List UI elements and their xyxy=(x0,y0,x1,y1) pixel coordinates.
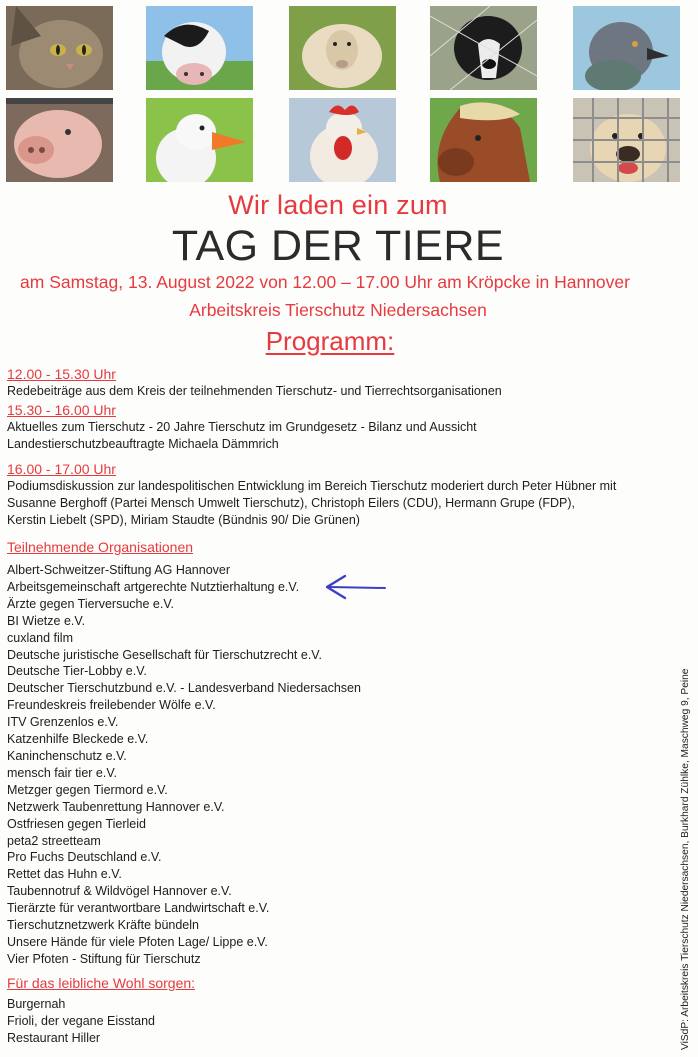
program-heading: Programm: xyxy=(265,326,395,356)
organisations-heading: Teilnehmende Organisationen xyxy=(7,539,194,555)
imprint-note: ViSdP: Arbeitskreis Tierschutz Niedersachsen, Burkhard Zühlke, Maschweg 9, Peine xyxy=(680,668,691,1050)
event-title: TAG DER TIERE xyxy=(171,222,505,270)
program-text: Aktuelles zum Tierschutz - 20 Jahre Tierschutz im Grundgesetz - Bilanz und Aussicht xyxy=(7,420,477,434)
photo-sheep xyxy=(289,6,396,90)
organisation-item: Pro Fuchs Deutschland e.V. xyxy=(7,850,162,865)
organisation-item: peta2 streetteam xyxy=(7,833,101,848)
organisation-item: Metzger gegen Tiermord e.V. xyxy=(7,782,168,797)
event-date-line: am Samstag, 13. August 2022 von 12.00 – 17.00 Uhr am Kröpcke in Hannover xyxy=(20,272,630,292)
photo-dog xyxy=(430,6,537,90)
program-slot-3 xyxy=(7,461,616,529)
organisations-section xyxy=(7,539,361,968)
program-text: Susanne Berghoff (Partei Mensch Umwelt Tierschutz), Christoph Eilers (CDU), Hermann Grupe (FDP), xyxy=(7,496,576,510)
photo-chicken xyxy=(289,98,396,182)
program-text: Podiumsdiskussion zur landespolitischen Entwicklung im Bereich Tierschutz moderiert durch Peter Hübner mit xyxy=(7,479,617,493)
organisation-item: Deutsche Tier-Lobby e.V. xyxy=(7,664,147,679)
program-time: 12.00 - 15.30 Uhr xyxy=(7,366,116,382)
organisation-item: Ostfriesen gegen Tierleid xyxy=(7,816,146,831)
organizer-line: Arbeitskreis Tierschutz Niedersachsen xyxy=(189,300,487,320)
organisation-item: Kaninchenschutz e.V. xyxy=(7,748,127,763)
organisation-item: Arbeitsgemeinschaft artgerechte Nutztierhaltung e.V. xyxy=(7,579,300,594)
handdrawn-arrow-icon xyxy=(323,572,387,600)
program-slot-1 xyxy=(7,366,502,400)
organisation-item: Taubennotruf & Wildvögel Hannover e.V. xyxy=(7,884,232,899)
photo-pigeon xyxy=(573,6,680,90)
invitation-line: Wir laden ein zum xyxy=(228,190,448,220)
organisation-item: Tierschutznetzwerk Kräfte bündeln xyxy=(7,918,199,933)
food-item: Burgernah xyxy=(7,997,66,1011)
organisation-item: Deutscher Tierschutzbund e.V. - Landesverband Niedersachsen xyxy=(7,681,361,696)
photo-cow xyxy=(146,6,253,90)
photo-cat xyxy=(6,6,113,90)
program-text: Redebeiträge aus dem Kreis der teilnehmenden Tierschutz- und Tierrechtsorganisationen xyxy=(7,384,502,398)
photo-goose xyxy=(146,98,253,182)
organisation-item: Unsere Hände für viele Pfoten Lage/ Lippe e.V. xyxy=(7,934,268,949)
organisation-item: cuxland film xyxy=(7,630,73,645)
food-heading: Für das leibliche Wohl sorgen: xyxy=(7,975,196,991)
organisation-item: mensch fair tier e.V. xyxy=(7,765,118,780)
food-section xyxy=(7,975,195,1047)
program-text: Landestierschutzbeauftragte Michaela Dämmrich xyxy=(7,437,279,451)
program-text: Kerstin Liebelt (SPD), Miriam Staudte (Bündnis 90/ Die Grünen) xyxy=(7,513,360,527)
organisation-item: Albert-Schweitzer-Stiftung AG Hannover xyxy=(7,563,231,577)
program-time: 16.00 - 17.00 Uhr xyxy=(7,461,116,477)
organisation-item: Katzenhilfe Bleckede e.V. xyxy=(7,732,149,747)
food-item: Frioli, der vegane Eisstand xyxy=(7,1013,155,1028)
photo-pig xyxy=(6,98,113,182)
organisation-item: Rettet das Huhn e.V. xyxy=(7,867,122,882)
program-slot-2 xyxy=(7,402,477,453)
organisation-item: Vier Pfoten - Stiftung für Tierschutz xyxy=(7,951,201,966)
program-time: 15.30 - 16.00 Uhr xyxy=(7,402,116,418)
organisation-item: Netzwerk Taubenrettung Hannover e.V. xyxy=(7,799,225,814)
organisation-item: Freundeskreis freilebender Wölfe e.V. xyxy=(7,698,216,713)
organisation-item: Tierärzte für verantwortbare Landwirtschaft e.V. xyxy=(7,901,270,916)
organisation-item: Deutsche juristische Gesellschaft für Tierschutzrecht e.V. xyxy=(7,647,322,662)
organisation-item: ITV Grenzenlos e.V. xyxy=(7,715,119,730)
organisation-item: Ärzte gegen Tierversuche e.V. xyxy=(7,596,174,611)
animal-photo-grid xyxy=(6,6,682,186)
organisation-item: BI Wietze e.V. xyxy=(7,613,86,628)
photo-horse xyxy=(430,98,537,182)
food-item: Restaurant Hiller xyxy=(7,1030,101,1045)
photo-caged-dog xyxy=(573,98,680,182)
